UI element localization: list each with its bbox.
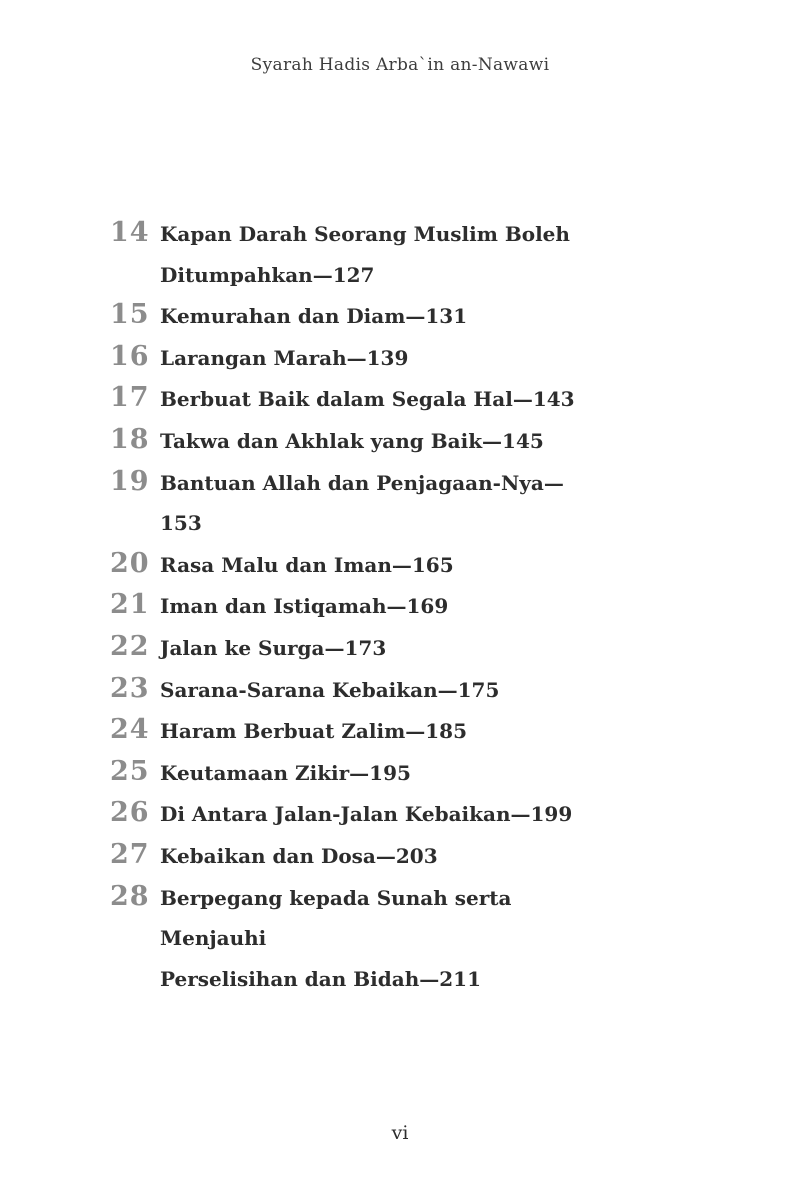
- chapter-number: 15: [110, 299, 150, 331]
- chapter-number: 21: [110, 589, 150, 621]
- chapter-title-line: Jalan ke Surga—173: [160, 635, 387, 660]
- chapter-title: [160, 753, 411, 794]
- toc-entry: [110, 213, 690, 295]
- chapter-title: [160, 338, 408, 379]
- chapter-title-line: Takwa dan Akhlak yang Baik—145: [160, 428, 544, 453]
- chapter-number: 14: [110, 217, 150, 248]
- chapter-number: 23: [110, 672, 150, 704]
- chapter-title: [160, 628, 386, 669]
- chapter-title-line: Di Antara Jalan-Jalan Kebaikan—199: [160, 802, 573, 827]
- chapter-title: [160, 711, 467, 752]
- chapter-title: [160, 296, 467, 337]
- toc-entry: [110, 462, 690, 544]
- chapter-title-line: Keutamaan Zikir—195: [160, 760, 411, 785]
- toc-entry: [110, 295, 690, 337]
- toc-entry: [110, 544, 690, 586]
- chapter-number: 24: [110, 714, 150, 746]
- chapter-title: [160, 421, 544, 462]
- chapter-title-line: Kebaikan dan Dosa—203: [160, 843, 438, 868]
- running-header: Syarah Hadis Arba`in an-Nawawi: [250, 55, 550, 75]
- toc-entry: [110, 877, 690, 1000]
- chapter-number: 16: [110, 340, 150, 372]
- toc-entry: [110, 835, 690, 877]
- chapter-number: 20: [110, 547, 150, 579]
- toc-entry: [110, 752, 690, 794]
- chapter-title-line: Kemurahan dan Diam—131: [160, 304, 468, 329]
- chapter-title-line: Ditumpahkan—127: [160, 262, 375, 287]
- toc-list: [110, 213, 690, 999]
- chapter-title-line: Haram Berbuat Zalim—185: [160, 719, 467, 744]
- chapter-title-line: Kapan Darah Seorang Muslim Boleh: [160, 222, 570, 246]
- chapter-title-line: Rasa Malu dan Iman—165: [160, 552, 454, 577]
- chapter-title: [160, 670, 499, 711]
- chapter-title-line: Iman dan Istiqamah—169: [160, 594, 449, 619]
- chapter-title: [160, 878, 600, 1000]
- chapter-number: 19: [110, 465, 150, 497]
- chapter-number: 18: [110, 423, 150, 455]
- toc-entry: [110, 793, 690, 835]
- chapter-number: 17: [110, 382, 150, 414]
- chapter-title: [160, 794, 572, 835]
- chapter-title: [160, 463, 600, 544]
- chapter-title: [160, 586, 448, 627]
- toc-entry: [110, 669, 690, 711]
- chapter-number: 25: [110, 755, 150, 787]
- chapter-number: 22: [110, 630, 150, 662]
- toc-entry: [110, 337, 690, 379]
- chapter-title: [160, 545, 454, 586]
- chapter-title-line: Bantuan Allah dan Penjagaan-Nya—153: [160, 470, 564, 536]
- chapter-title-line: Larangan Marah—139: [160, 345, 409, 370]
- chapter-title-line: Berbuat Baik dalam Segala Hal—143: [160, 387, 575, 412]
- toc-entry: [110, 585, 690, 627]
- chapter-title-line: Sarana-Sarana Kebaikan—175: [160, 677, 500, 702]
- chapter-title: [160, 214, 570, 295]
- chapter-title-line: Perselisihan dan Bidah—211: [160, 966, 481, 991]
- chapter-number: 26: [110, 797, 150, 829]
- chapter-title-line: Berpegang kepada Sunah serta Menjauhi: [160, 885, 512, 951]
- chapter-number: 28: [110, 880, 150, 912]
- toc-entry: [110, 627, 690, 669]
- chapter-title: [160, 836, 438, 877]
- page-number: vi: [391, 1122, 409, 1144]
- chapter-number: 27: [110, 838, 150, 870]
- toc-entry: [110, 378, 690, 420]
- toc-entry: [110, 710, 690, 752]
- toc-entry: [110, 420, 690, 462]
- chapter-title: [160, 379, 575, 420]
